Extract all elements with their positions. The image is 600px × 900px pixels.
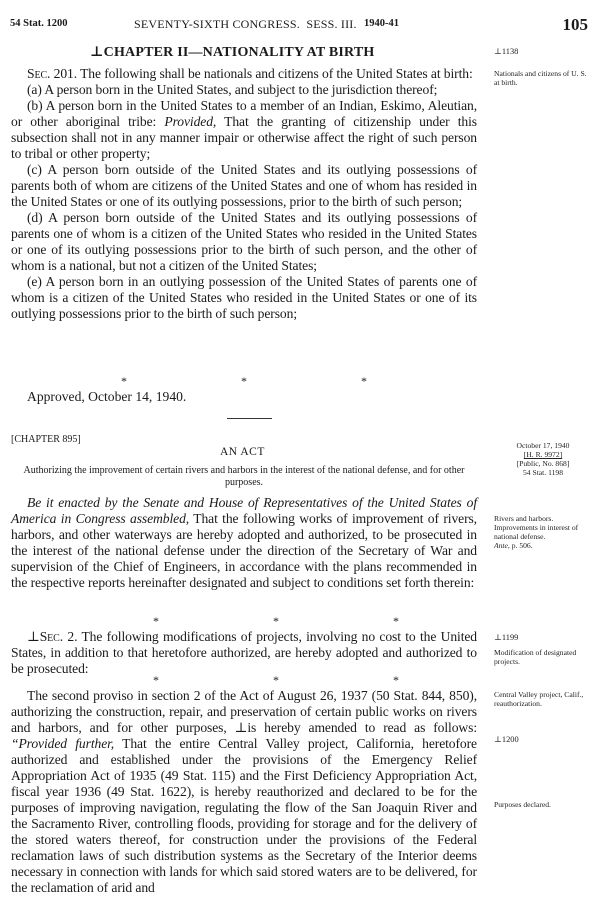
act-purpose: Authorizing the improvement of certain rivers and harbors in the interest of the national defense, and for other purposes. — [23, 465, 465, 488]
section-divider — [227, 418, 272, 419]
margin-central-valley: Central Valley project, Calif., reauthorization. — [494, 690, 584, 708]
section-201-item-a: (a) A person born in the United States, and subject to the jurisdiction thereof; — [27, 82, 438, 97]
margin-stat-marker: ⊥1138 — [494, 47, 519, 56]
ellipsis-stars: * * * — [121, 374, 367, 388]
chapter-895-label: [CHAPTER 895] — [11, 434, 81, 445]
header-years: 1940-41 — [364, 18, 399, 29]
chapter-title: ⊥CHAPTER II—NATIONALITY AT BIRTH — [90, 45, 375, 60]
section-201 — [11, 66, 477, 322]
margin-1199: ⊥1199 — [494, 633, 519, 642]
section-201-item-e: (e) A person born in an outlying possession of the United States of parents one of whom is a citizen of the United States who resided in the United States or one of its outlying possessions prior to the birth of such person; — [11, 274, 477, 321]
an-act-heading: AN ACT — [220, 446, 265, 458]
enacting-clause: Be it enacted by the Senate and House of Representatives of the United States of America in Congress assembled, That the following works of improvement of rivers, harbors, and other waterways are hereby adopted and authorized, to be prosecuted in the interest of the national defense under the direction of the Secretary of War and supervision of the Chief of Engineers, in accordance with the plans recommended in the respective reports hereinafter designated and subject to conditions set forth therein: — [11, 495, 477, 590]
margin-1200: ⊥1200 — [494, 735, 519, 744]
header-stat-ref: 54 Stat. 1200 — [10, 18, 68, 29]
section-201-item-b: (b) A person born in the United States to a member of an Indian, Eskimo, Aleutian, or other aboriginal tribe: Provided, That the granting of citizenship under this subsection shall not in any manner impair or otherwise affect the right of such person to tribal or other property; — [11, 98, 477, 161]
margin-purposes-declared: Purposes declared. — [494, 800, 551, 809]
running-header — [10, 15, 590, 35]
margin-rivers-harbors: Rivers and harbors. Improvements in interest of national defense. Ante, p. 506. — [494, 514, 579, 550]
page-number: 105 — [562, 15, 588, 34]
header-congress: SEVENTY-SIXTH CONGRESS. SESS. III. — [134, 17, 357, 31]
margin-note-nationals: Nationals and citizens of U. S. at birth. — [494, 69, 587, 87]
ellipsis-stars-3: * * * — [153, 673, 399, 687]
margin-act-date: October 17, 1940 [H. R. 9972] [Public, No. 868] 54 Stat. 1198 — [516, 441, 570, 477]
central-valley-paragraph: The second proviso in section 2 of the Act of August 26, 1937 (50 Stat. 844, 850), authorizing the construction, repair, and preservation of certain public works on rivers and harbors, and for other purposes, ⊥is hereby amended to read as follows: “Provided further, That the entire Central Valley project, California, heretofore authorized and established under the provisions of the Emergency Relief Appropriation Act of 1935 (49 Stat. 115) and the First Deficiency Appropriation Act, fiscal year 1936 (49 Stat. 1622), is hereby reauthorized and declared to be for the purposes of improving navigation, regulating the flow of the San Joaquin River and the Sacramento River, controlling floods, providing for storage and for the delivery of the stored waters thereof, for construction under the provisions of the Federal reclamation laws of such distribution systems as the Secretary of the Interior deems necessary in connection with lands for which said stored waters are to be delivered, for the reclamation of arid and — [11, 688, 477, 895]
approved-date: Approved, October 14, 1940. — [27, 389, 187, 404]
section-2: ⊥Sec. 2. The following modifications of projects, involving no cost to the United States, in addition to that heretofore authorized, are hereby adopted and authorized to be prosecuted: — [11, 629, 477, 676]
section-201-item-c: (c) A person born outside of the United States and its outlying possessions of parents both of whom are citizens of the United States and one of whom has resided in the United States or one of its outlying possessions, prior to the birth of such person; — [11, 162, 477, 209]
ellipsis-stars-2: * * * — [153, 614, 399, 628]
margin-modification: Modification of designated projects. — [494, 648, 577, 666]
section-201-item-d: (d) A person born outside of the United States and its outlying possessions of parents one of whom is a citizen of the United States who resided in the United States or one of its outlying possessions prior to the birth of such person, and the other of whom is a national, but not a citizen of the United States; — [11, 210, 477, 273]
section-201-intro: Sec. 201. The following shall be nationals and citizens of the United States at birth: — [27, 66, 473, 81]
